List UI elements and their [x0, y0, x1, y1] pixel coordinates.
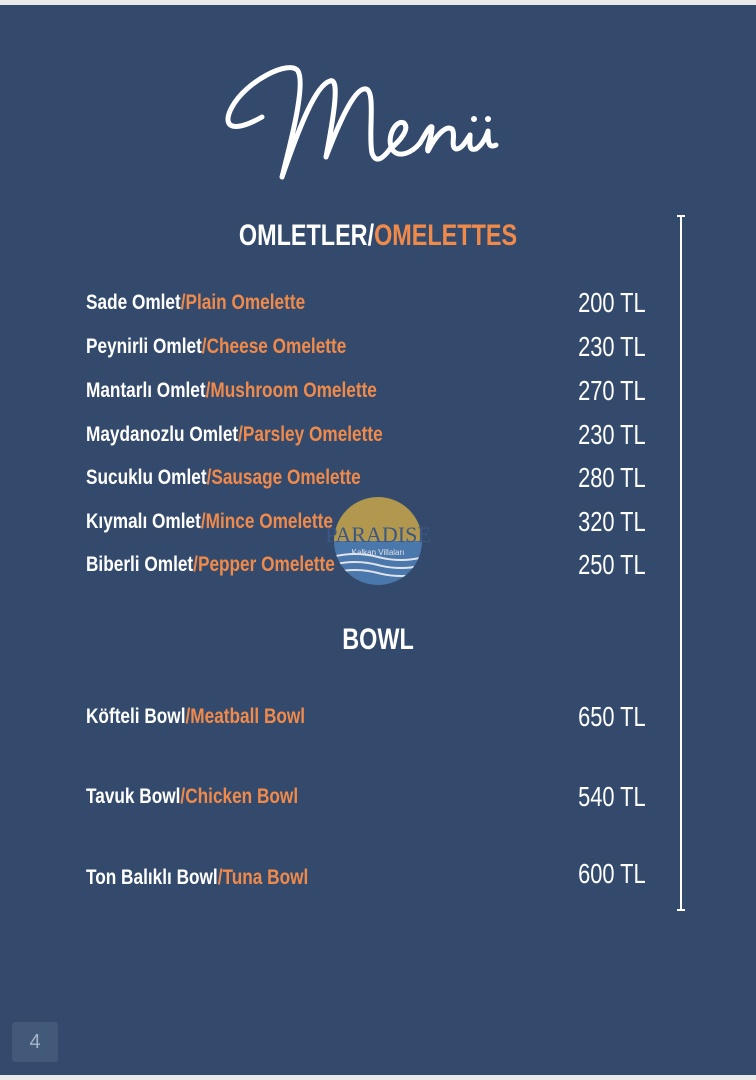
item-name-tr: Sade Omlet — [86, 291, 181, 314]
item-price: 600 TL — [578, 858, 646, 889]
item-name — [86, 379, 377, 403]
menu-script-title — [0, 45, 756, 195]
item-price: 230 TL — [578, 419, 646, 450]
item-name — [86, 553, 335, 577]
item-price: 280 TL — [578, 462, 646, 493]
list-item — [86, 375, 646, 409]
section-title-tr: OMLETLER/ — [238, 219, 375, 252]
list-item — [86, 419, 646, 453]
item-name-tr: Mantarlı Omlet — [86, 379, 206, 402]
item-price: 270 TL — [578, 375, 646, 406]
list-item — [86, 781, 646, 815]
watermark-subtitle: Kalkan Villaları — [351, 548, 405, 557]
item-name-en: /Pepper Omelette — [193, 553, 335, 576]
vertical-divider — [680, 215, 682, 911]
item-name-en: /Tuna Bowl — [217, 866, 309, 889]
item-name-tr: Peynirli Omlet — [86, 335, 202, 358]
item-price: 540 TL — [578, 781, 646, 812]
item-price: 230 TL — [578, 331, 646, 362]
item-name-tr: Sucuklu Omlet — [86, 466, 207, 489]
item-name-en: /Mushroom Omelette — [205, 379, 377, 402]
item-name-tr: Kıymalı Omlet — [86, 510, 201, 533]
item-name — [86, 510, 333, 534]
menu-page — [0, 5, 756, 1075]
item-name-en: /Chicken Bowl — [180, 785, 299, 808]
item-name-en: /Cheese Omelette — [201, 335, 347, 358]
item-name — [86, 466, 361, 490]
item-name — [86, 335, 346, 359]
item-name-tr: Köfteli Bowl — [86, 705, 186, 728]
list-item — [86, 331, 646, 365]
section-title-en: OMELETTES — [374, 219, 518, 252]
list-item — [86, 462, 646, 496]
page-number-badge: 4 — [12, 1022, 58, 1062]
item-name-tr: Ton Balıklı Bowl — [86, 866, 218, 889]
item-name — [86, 423, 383, 447]
item-name-en: /Sausage Omelette — [206, 466, 361, 489]
section-title-bowl — [83, 623, 673, 657]
section-title-tr: BOWL — [342, 623, 414, 656]
item-name-en: /Parsley Omelette — [238, 423, 383, 446]
menu-title — [0, 45, 756, 195]
list-item — [86, 287, 646, 321]
item-price: 320 TL — [578, 506, 646, 537]
paradise-logo-watermark — [325, 495, 431, 587]
item-name — [86, 291, 305, 315]
section-title-omelettes — [83, 219, 673, 253]
item-name — [86, 705, 305, 729]
item-name-tr: Maydanozlu Omlet — [86, 423, 239, 446]
list-item — [86, 858, 646, 896]
list-item — [86, 701, 646, 735]
item-price: 200 TL — [578, 287, 646, 318]
item-name — [86, 866, 308, 890]
item-price: 650 TL — [578, 701, 646, 732]
item-name-tr: Tavuk Bowl — [86, 785, 181, 808]
item-name-en: /Mince Omelette — [200, 510, 333, 533]
item-name — [86, 785, 298, 809]
item-name-en: /Plain Omelette — [180, 291, 306, 314]
item-name-en: /Meatball Bowl — [185, 705, 306, 728]
item-name-tr: Biberli Omlet — [86, 553, 194, 576]
watermark-brand: PARADISE — [325, 522, 431, 547]
item-price: 250 TL — [578, 549, 646, 580]
